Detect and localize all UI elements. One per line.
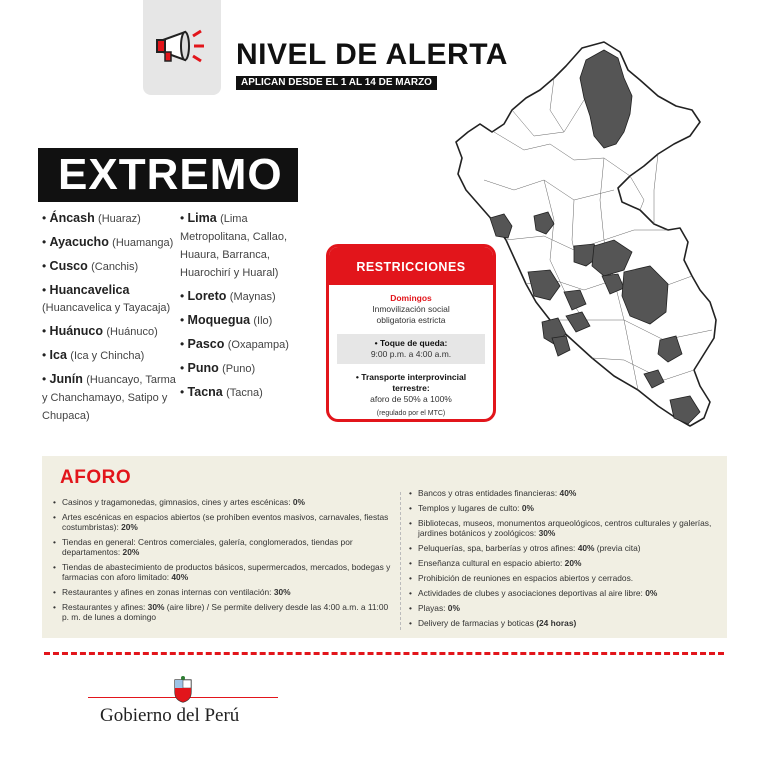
dashed-divider	[44, 652, 724, 655]
region-name: Tacna	[187, 385, 223, 399]
alert-level-banner: EXTREMO	[38, 148, 298, 202]
aforo-item	[408, 503, 718, 513]
transport-label: • Transporte interprovincial terrestre:	[355, 372, 467, 393]
aforo-item-value: 0%	[521, 503, 534, 513]
bullet: •	[42, 211, 50, 225]
megaphone-icon	[143, 0, 221, 95]
aforo-item	[408, 588, 718, 598]
bullet: •	[180, 313, 188, 327]
aforo-item	[52, 512, 392, 532]
region-item	[42, 323, 182, 341]
bullet: •	[42, 235, 50, 249]
sundays-label: Domingos	[390, 293, 432, 303]
bullet: •	[180, 385, 188, 399]
aforo-item	[52, 497, 392, 507]
aforo-item-text: Restaurantes y afines en zonas internas con ventilación:	[62, 587, 274, 597]
region-detail: (Ilo)	[253, 315, 273, 327]
coat-of-arms-icon	[171, 676, 195, 704]
transport-text: aforo de 50% a 100%	[370, 394, 452, 404]
aforo-item	[408, 543, 718, 553]
aforo-list-right	[408, 488, 718, 633]
region-detail: (Oxapampa)	[227, 339, 289, 351]
curfew-text: 9:00 p.m. a 4:00 a.m.	[370, 349, 452, 359]
region-name: Loreto	[187, 289, 227, 303]
region-item	[42, 258, 182, 276]
region-item	[180, 360, 320, 378]
region-item	[180, 312, 320, 330]
region-item	[180, 336, 320, 354]
aforo-list-left	[52, 497, 392, 627]
region-name: Ayacucho	[49, 235, 109, 249]
aforo-item-value: 30%	[273, 587, 291, 597]
aforo-item-value: (24 horas)	[536, 618, 577, 628]
bullet: •	[42, 259, 50, 273]
bullet: •	[42, 372, 50, 386]
aforo-item-value: 0%	[292, 497, 305, 507]
bullet: •	[180, 361, 188, 375]
region-item	[42, 371, 182, 425]
aforo-item-text: Casinos y tragamonedas, gimnasios, cines y artes escénicas:	[62, 497, 293, 507]
curfew-label: • Toque de queda:	[374, 338, 448, 348]
aforo-item-text: Tiendas en general: Centros comerciales, galería, conglomerados, tiendas por departamentos:	[62, 537, 353, 557]
bullet: •	[42, 283, 50, 297]
aforo-item	[408, 618, 718, 628]
region-detail: (Huancayo, Tarma y Chanchamayo, Satipo y Chupaca)	[42, 374, 176, 422]
aforo-item	[52, 587, 392, 597]
aforo-item-text: Bibliotecas, museos, monumentos arqueológicos, centros culturales y galerías, jardines botánicos y zoológicos:	[418, 518, 712, 538]
aforo-item-text: Prohibición de reuniones en espacios abiertos y cerrados.	[418, 573, 634, 583]
region-list-col2	[180, 210, 320, 408]
bullet: •	[42, 324, 50, 338]
aforo-item	[52, 602, 392, 622]
region-name: Lima	[187, 211, 217, 225]
region-detail: (Huamanga)	[112, 237, 174, 249]
aforo-item-value: 20%	[564, 558, 582, 568]
aforo-item-text: Bancos y otras entidades financieras:	[418, 488, 560, 498]
region-detail: (Huaraz)	[98, 213, 141, 225]
aforo-item-value: 20%	[122, 547, 140, 557]
region-detail: (Canchis)	[91, 261, 139, 273]
bullet: •	[180, 211, 188, 225]
megaphone-icon-box	[143, 0, 221, 95]
region-name: Huánuco	[49, 324, 104, 338]
aforo-item-text: Restaurantes y afines:	[62, 602, 148, 612]
region-name: Huancavelica	[49, 283, 130, 297]
region-item	[180, 384, 320, 402]
region-detail: (Maynas)	[229, 291, 276, 303]
aforo-item-suffix: (aire libre) / Se permite delivery desde las 4:00 a.m. a 11:00 p. m. de lunes a domingo	[62, 602, 389, 622]
region-detail: (Tacna)	[226, 387, 263, 399]
transport-note: (regulado por el MTC)	[376, 410, 446, 417]
aforo-item-value: 20%	[121, 522, 138, 532]
aforo-item	[408, 603, 718, 613]
page-title: NIVEL DE ALERTA	[236, 38, 508, 71]
bullet: •	[180, 337, 188, 351]
region-detail: (Ica y Chincha)	[70, 350, 145, 362]
region-item	[42, 234, 182, 252]
region-name: Pasco	[187, 337, 225, 351]
aforo-item-text: Playas:	[418, 603, 448, 613]
region-name: Moquegua	[187, 313, 251, 327]
region-item	[42, 347, 182, 365]
aforo-item-text: Enseñanza cultural en espacio abierto:	[418, 558, 565, 568]
bullet: •	[180, 289, 188, 303]
aforo-item	[52, 562, 392, 582]
aforo-item-value: 30%	[538, 528, 556, 538]
aforo-item-text: Templos y lugares de culto:	[418, 503, 522, 513]
aforo-item-suffix: (previa cita)	[594, 543, 641, 553]
region-item	[180, 210, 320, 282]
region-name: Ica	[49, 348, 67, 362]
region-name: Puno	[187, 361, 219, 375]
aforo-item	[408, 518, 718, 538]
sundays-text: Inmovilización social obligatoria estricta	[372, 304, 450, 325]
aforo-item-value: 40%	[171, 572, 189, 582]
region-detail: (Huánuco)	[106, 326, 158, 338]
aforo-item	[408, 488, 718, 498]
aforo-item	[408, 558, 718, 568]
region-item	[180, 288, 320, 306]
restrictions-title: RESTRICCIONES	[329, 247, 493, 285]
aforo-item-text: Artes escénicas en espacios abiertos (se prohíben eventos masivos, carnavales, fiestas costumbristas):	[62, 512, 389, 532]
region-name: Junín	[49, 372, 83, 386]
bullet: •	[42, 348, 50, 362]
aforo-item-text: Peluquerías, spa, barberías y otros afines:	[418, 543, 578, 553]
aforo-item-value: 0%	[447, 603, 460, 613]
aforo-item-text: Delivery de farmacias y boticas	[418, 618, 537, 628]
government-name: Gobierno del Perú	[100, 705, 240, 726]
aforo-item	[408, 573, 718, 583]
aforo-title: AFORO	[60, 467, 132, 488]
aforo-item-value: 40%	[577, 543, 595, 553]
page-subtitle: APLICAN DESDE EL 1 AL 14 DE MARZO	[236, 76, 437, 90]
region-item	[42, 282, 182, 317]
aforo-item-value: 0%	[645, 588, 658, 598]
region-detail: (Lima Metropolitana, Callao, Huaura, Barranca, Huarochirí y Huaral)	[180, 213, 288, 279]
region-name: Áncash	[49, 211, 95, 225]
aforo-item-value: 40%	[559, 488, 577, 498]
region-detail: (Puno)	[222, 363, 256, 375]
highlight-ica2	[552, 336, 570, 356]
aforo-item-text: Actividades de clubes y asociaciones deportivas al aire libre:	[418, 588, 646, 598]
peru-map	[454, 40, 754, 430]
region-list-col1	[42, 210, 182, 431]
aforo-item-text: Tiendas de abastecimiento de productos básicos, supermercados, mercados, bodegas y farmacias con aforo limitado:	[62, 562, 391, 582]
region-detail: (Huancavelica y Tayacaja)	[42, 302, 171, 314]
region-name: Cusco	[49, 259, 88, 273]
region-item	[42, 210, 182, 228]
aforo-item	[52, 537, 392, 557]
aforo-item-value: 30%	[147, 602, 165, 612]
aforo-divider	[400, 492, 401, 630]
